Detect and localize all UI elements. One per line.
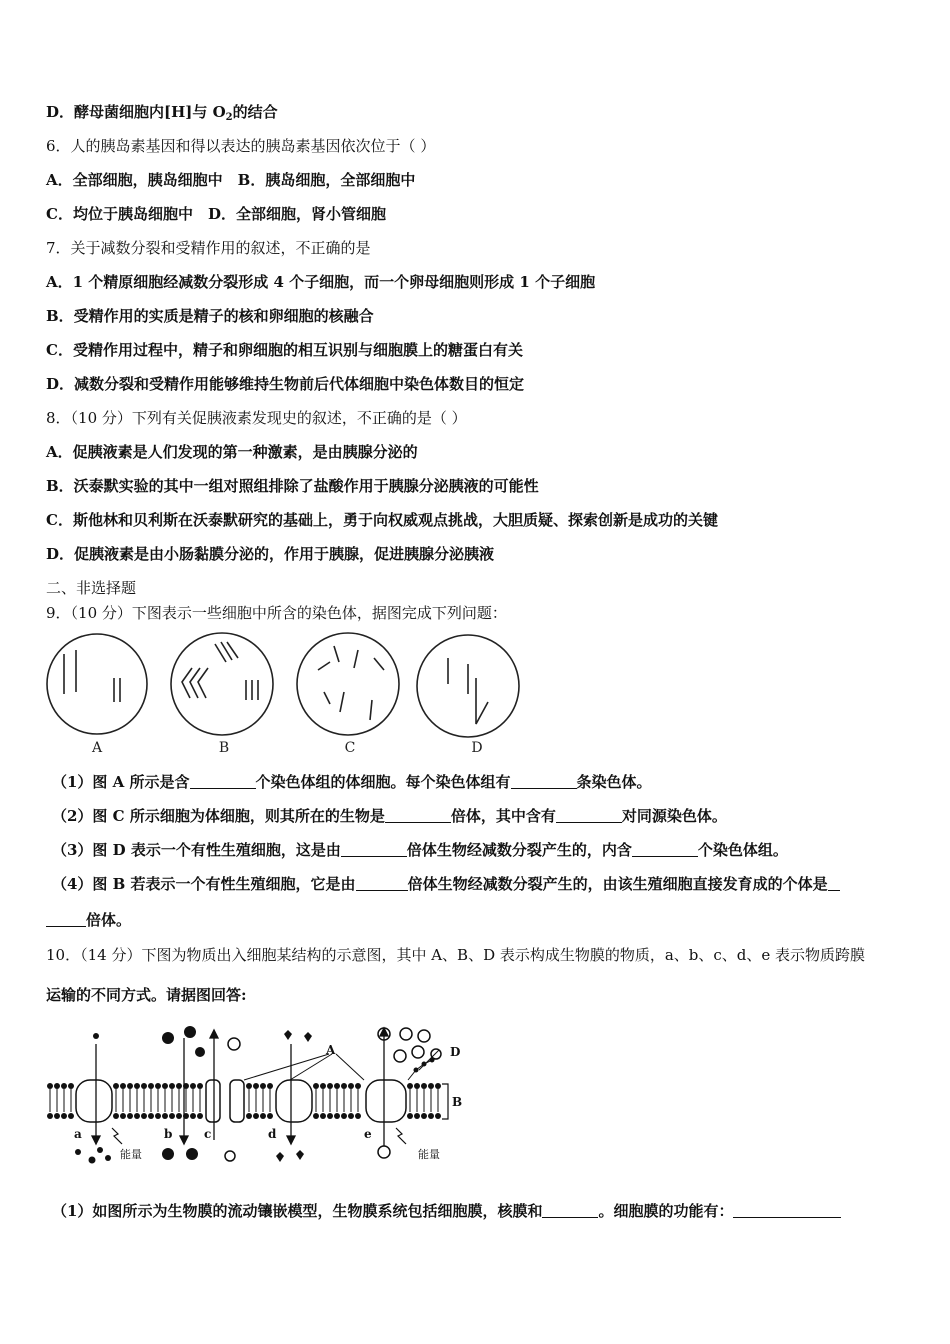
answer-blank[interactable]	[556, 808, 622, 823]
q8-option-b: B．沃泰默实验的其中一组对照组排除了盐酸作用于胰腺分泌胰液的可能性	[46, 477, 539, 495]
q9-part-2: （2）图 C 所示细胞为体细胞，则其所在的生物是 倍体，其中含有 对同源染色体。	[52, 807, 727, 825]
q10-stem-line1: 10．（14 分）下图为物质出入细胞某结构的示意图，其中 A、B、D 表示构成生物膜的物质，a、b、c、d、e 表示物质跨膜	[46, 946, 866, 964]
answer-blank[interactable]	[542, 1203, 598, 1218]
q7-option-b: B．受精作用的实质是精子的核和卵细胞的核融合	[46, 307, 374, 325]
q10-stem-line2: 运输的不同方式。请据图回答:	[46, 986, 247, 1004]
label-a: a	[74, 1127, 82, 1141]
q8-option-a: A．促胰液素是人们发现的第一种激素，是由胰腺分泌的	[46, 443, 418, 461]
label-c: c	[204, 1127, 212, 1141]
label-e: e	[364, 1127, 372, 1141]
answer-blank[interactable]	[356, 876, 408, 891]
q9-part-4-cont: 倍体。	[46, 910, 131, 930]
q8-option-c: C．斯他林和贝利斯在沃泰默研究的基础上，勇于向权威观点挑战，大胆质疑、探索创新是成功的关键	[46, 511, 718, 529]
cell-label-c: C	[344, 740, 356, 756]
cell-label-a: A	[91, 740, 103, 756]
answer-blank[interactable]	[511, 774, 577, 789]
q5-option-d: D．酵母菌细胞内[H]与 $O_2$的结合	[46, 103, 278, 123]
section-title: 二、非选择题	[46, 579, 137, 597]
label-d: d	[268, 1127, 277, 1141]
cell-label-d: D	[471, 740, 483, 756]
protein-d	[276, 1080, 312, 1122]
cell-c	[297, 633, 399, 735]
answer-blank[interactable]	[190, 774, 256, 789]
q8-stem: 8．（10 分）下列有关促胰液素发现史的叙述，不正确的是（ ）	[46, 409, 467, 427]
q6-options-ab: A．全部细胞，胰岛细胞中 B．胰岛细胞，全部细胞中	[46, 171, 416, 189]
q6-options-cd: C．均位于胰岛细胞中 D．全部细胞，肾小管细胞	[46, 205, 386, 223]
q7-option-a: A．1 个精原细胞经减数分裂形成 4 个子细胞，而一个卵母细胞则形成 1 个子细胞	[46, 273, 596, 291]
label-b: b	[164, 1127, 173, 1141]
cell-a	[47, 634, 147, 734]
q7-option-d: D．减数分裂和受精作用能够维持生物前后代体细胞中染色体数目的恒定	[46, 375, 525, 393]
q6-stem: 6．人的胰岛素基因和得以表达的胰岛素基因依次位于（ ）	[46, 137, 436, 155]
answer-blank[interactable]	[341, 842, 407, 857]
q7-option-c: C．受精作用过程中，精子和卵细胞的相互识别与细胞膜上的糖蛋白有关	[46, 341, 523, 359]
q8-option-d: D．促胰液素是由小肠黏膜分泌的，作用于胰腺，促进胰腺分泌胰液	[46, 545, 495, 563]
cell-label-b: B	[218, 740, 230, 756]
protein-e	[366, 1080, 406, 1122]
label-D: D	[450, 1045, 461, 1059]
protein-channel-left	[206, 1080, 220, 1122]
q9-part-4: （4）图 B 若表示一个有性生殖细胞，它是由 倍体生物经减数分裂产生的，由该生殖细胞直接发育成的个体是	[52, 874, 840, 894]
label-energy-e: 能量	[418, 1148, 440, 1161]
chromosome-figure	[40, 628, 530, 758]
protein-channel-right	[230, 1080, 244, 1122]
answer-blank[interactable]	[733, 1203, 841, 1218]
q9-part-1: （1）图 A 所示是含 个染色体组的体细胞。每个染色体组有 条染色体。	[52, 773, 652, 791]
q9-part-3: （3）图 D 表示一个有性生殖细胞，这是由 倍体生物经减数分裂产生的，内含 个染色体组。	[52, 841, 788, 859]
answer-blank[interactable]	[632, 842, 698, 857]
label-A: A	[326, 1043, 336, 1057]
membrane-figure	[44, 1024, 474, 1169]
answer-blank[interactable]	[828, 876, 840, 891]
label-energy-a: 能量	[120, 1148, 142, 1161]
answer-blank[interactable]	[46, 912, 86, 927]
answer-blank[interactable]	[385, 808, 451, 823]
q7-stem: 7．关于减数分裂和受精作用的叙述，不正确的是	[46, 239, 371, 257]
q10-part-1: （1）如图所示为生物膜的流动镶嵌模型，生物膜系统包括细胞膜，核膜和 。细胞膜的功能有：	[52, 1201, 841, 1221]
protein-a	[76, 1080, 112, 1122]
label-B: B	[452, 1095, 463, 1109]
q9-stem: 9．（10 分）下图表示一些细胞中所含的染色体，据图完成下列问题：	[46, 604, 507, 622]
